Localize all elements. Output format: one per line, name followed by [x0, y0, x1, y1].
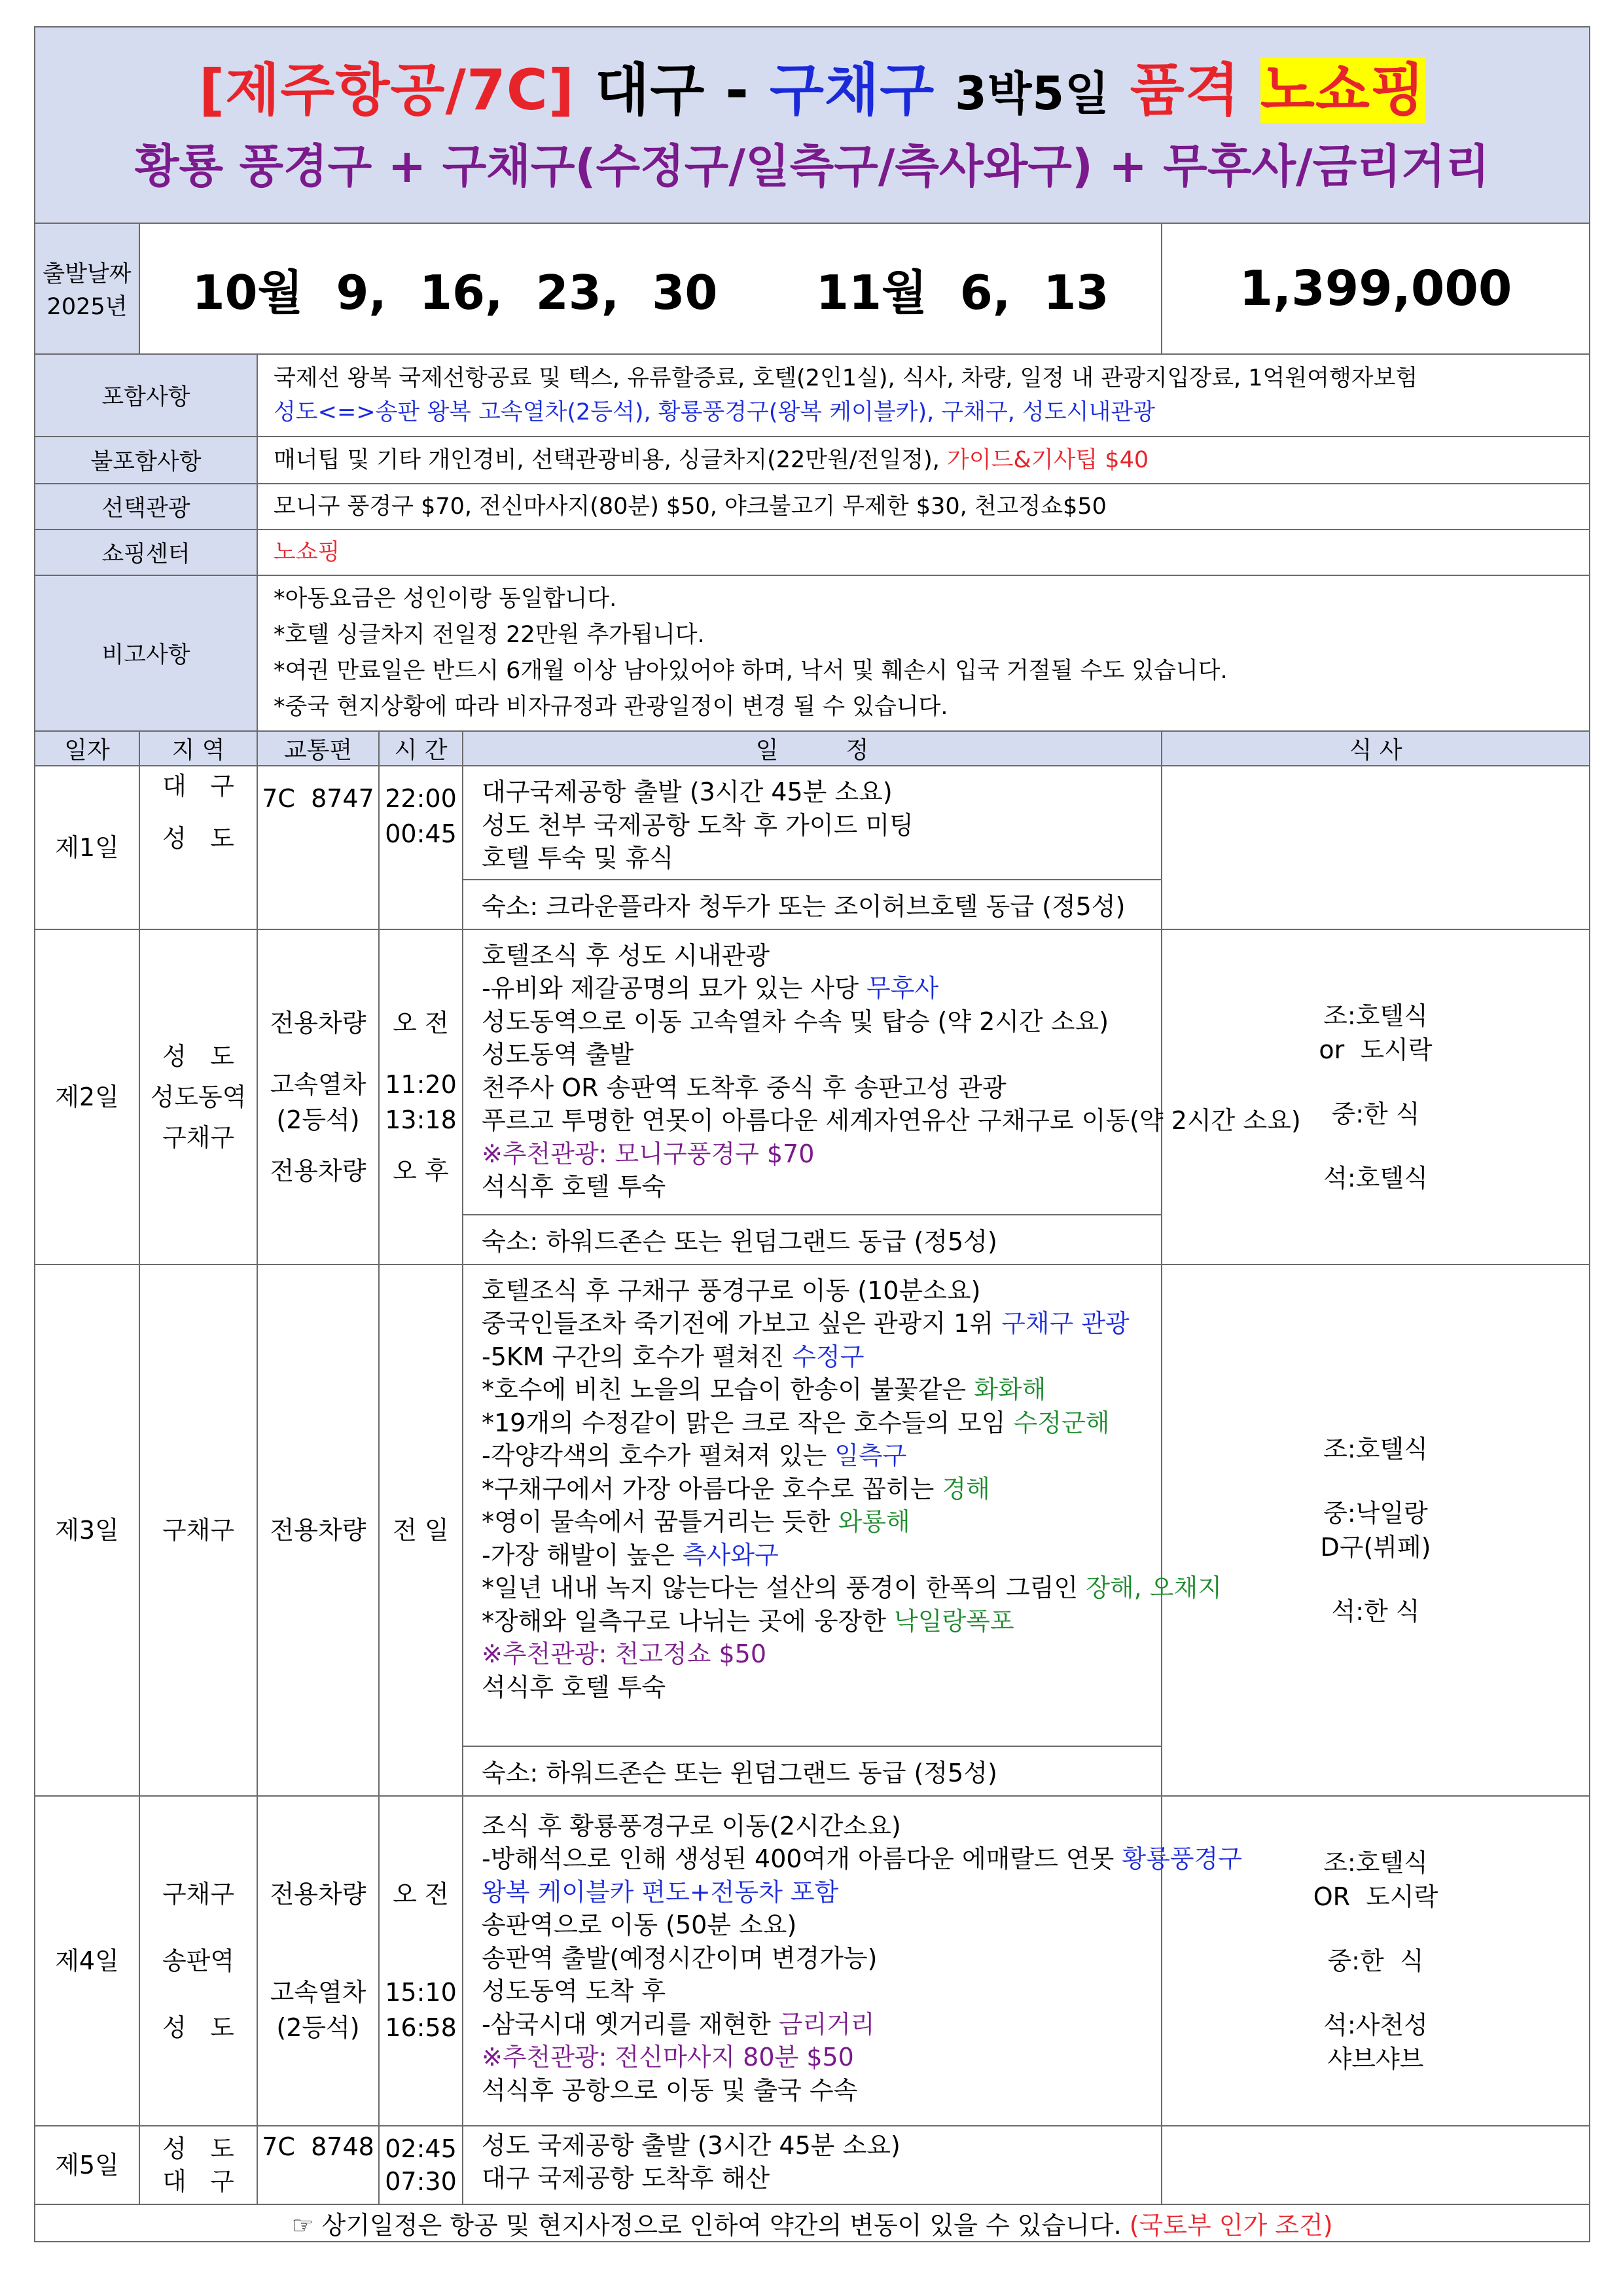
itinerary-table: [34, 26, 1590, 2242]
day2-schedule: 호텔조식 후 성도 시내관광 -유비와 제갈공명의 묘가 있는 사당 무후사 성도동역으로 이동 고속열차 수속 및 탑승 (약 2시간 소요) 성도동역 출발 천주사 OR 송판역 도착후 중식 후 송판고성 관광 푸르고 투명한 연못이 아름다운 세계자연유산 구채구로 이동(약 2시간 소요) ※추천관광: 모니구풍경구 $70 석식후 호텔 투숙: [463, 929, 1162, 1215]
day3-transport: 전용차량: [257, 1265, 379, 1796]
title-grade: 품격: [1130, 57, 1240, 123]
day4-time: 오 전 15:10 16:58: [379, 1796, 463, 2126]
day2-time: 오 전 11:20 13:18 오 후: [379, 929, 463, 1265]
day2-region: 성 도 성도동역 구채구: [139, 929, 257, 1265]
col-time: 시 간: [379, 731, 463, 766]
title-block: [35, 27, 1590, 223]
day4-label: 제4일: [35, 1796, 139, 2126]
col-region: 지 역: [139, 731, 257, 766]
optional-tour-label: 선택관광: [35, 484, 257, 529]
day5-time: 02:45 07:30: [379, 2126, 463, 2204]
included-label: 포함사항: [35, 354, 257, 437]
day5-meal: [1162, 2126, 1590, 2204]
price: 1,399,000: [1162, 223, 1590, 354]
remark-item: *호텔 싱글차지 전일정 22만원 추가됩니다.: [274, 622, 705, 648]
day5-transport: 7C 8748: [257, 2126, 379, 2204]
day4-transport: 전용차량 고속열차 (2등석): [257, 1796, 379, 2126]
optional-tour-text: 모니구 풍경구 $70, 전신마사지(80분) $50, 야크불고기 무제한 $30, 천고정쇼$50: [257, 484, 1590, 529]
day3-meal: 조:호텔식 중:낙일랑 D구(뷔페) 석:한 식: [1162, 1265, 1590, 1796]
day4-schedule: 조식 후 황룡풍경구로 이동(2시간소요) -방해석으로 인해 생성된 400여개 아름다운 에매랄드 연못 황룡풍경구 왕복 케이블카 편도+전동차 포함 송판역으로 이동 (50분 소요) 송판역 출발(예정시간이며 변경가능) 성도동역 도착 후 -삼국시대 옛거리를 재현한 금리거리 ※추천관광: 전신마사지 80분 $50 석식후 공항으로 이동 및 출국 수속: [463, 1796, 1162, 2126]
col-schedule: 일 정: [463, 731, 1162, 766]
day1-row: [35, 766, 1590, 880]
day4-row: [35, 1796, 1590, 2126]
day2-lodging: 숙소: 하워드존슨 또는 윈덤그랜드 동급 (정5성): [463, 1215, 1162, 1265]
day1-lodging: 숙소: 크라운플라자 청두가 또는 조이허브호텔 동급 (정5성): [463, 880, 1162, 929]
day1-time: 22:00 00:45: [379, 766, 463, 929]
day1-transport: 7C 8747: [257, 766, 379, 929]
shopping-text: 노쇼핑: [257, 529, 1590, 575]
day3-schedule: 호텔조식 후 구채구 풍경구로 이동 (10분소요) 중국인들조차 죽기전에 가보고 싶은 관광지 1위 구채구 관광 -5KM 구간의 호수가 펼쳐진 수정구 *호수에 비친 노을의 모습이 한송이 불꽃같은 화화해 *19개의 수정같이 맑은 크로 작은 호수들의 모임 수정군해 -각양각색의 호수가 펼쳐져 있는 일측구 *구채구에서 가장 아름다운 호수로 꼽히는 경해 *영이 물속에서 꿈틀거리는 듯한 와룡해 -가장 해발이 높은 측사와구 *일년 내내 녹지 않는다는 설산의 풍경이 한폭의 그림인 장해, 오채지 *장해와 일측구로 나뉘는 곳에 웅장한 낙일랑폭포 ※추천관광: 천고정쇼 $50 석식후 호텔 투숙: [463, 1265, 1162, 1746]
day3-label: 제3일: [35, 1265, 139, 1796]
remark-item: *중국 현지상황에 따라 비자규정과 관광일정이 변경 될 수 있습니다.: [274, 694, 948, 720]
day4-meal: 조:호텔식 OR 도시락 중:한 식 석:사천성 샤브샤브: [1162, 1796, 1590, 2126]
included-text: 국제선 왕복 국제선항공료 및 텍스, 유류할증료, 호텔(2인1실), 식사, 차량, 일정 내 관광지입장료, 1억원여행자보험 성도<=>송판 왕복 고속열차(2등석), 황룡풍경구(왕복 케이블카), 구채구, 성도시내관광: [257, 354, 1590, 437]
excluded-text: 매너팁 및 기타 개인경비, 선택관광비용, 싱글차지(22만원/전일정), 가이드&기사팁 $40: [257, 437, 1590, 484]
day3-region: 구채구: [139, 1265, 257, 1796]
title-to: 구채구: [769, 57, 935, 123]
remarks-list: [257, 575, 1590, 731]
title-noshop-badge: 노쇼핑: [1260, 57, 1426, 123]
excluded-label: 불포함사항: [35, 437, 257, 484]
day5-label: 제5일: [35, 2126, 139, 2204]
departure-label: 출발날짜 2025년: [35, 223, 139, 354]
col-transport: 교통편: [257, 731, 379, 766]
day3-lodging: 숙소: 하워드존슨 또는 윈덤그랜드 동급 (정5성): [463, 1746, 1162, 1796]
day1-schedule: 대구국제공항 출발 (3시간 45분 소요) 성도 천부 국제공항 도착 후 가이드 미팅 호텔 투숙 및 휴식: [463, 766, 1162, 880]
day5-schedule: 성도 국제공항 출발 (3시간 45분 소요) 대구 국제공항 도착후 해산: [463, 2126, 1162, 2204]
day5-row: [35, 2126, 1590, 2204]
title-airline: [제주항공/7C]: [198, 57, 575, 123]
remark-item: *아동요금은 성인이랑 동일합니다.: [274, 586, 617, 612]
remark-item: *여권 만료일은 반드시 6개월 이상 남아있어야 하며, 낙서 및 훼손시 입국 거절될 수도 있습니다.: [274, 658, 1228, 684]
day4-region: 구채구 송판역 성 도: [139, 1796, 257, 2126]
itinerary-sheet: [34, 26, 1589, 2242]
day2-label: 제2일: [35, 929, 139, 1265]
departure-dates: 10월 9, 16, 23, 30 11월 6, 13: [139, 223, 1162, 354]
day5-region: 성 도 대 구: [139, 2126, 257, 2204]
day2-meal: 조:호텔식 or 도시락 중:한 식 석:호텔식: [1162, 929, 1590, 1265]
footer-note: ☞ 상기일정은 항공 및 현지사정으로 인하여 약간의 변동이 있을 수 있습니다. (국토부 인가 조건): [35, 2204, 1590, 2242]
col-day: 일자: [35, 731, 139, 766]
title-duration: 3박5일: [955, 66, 1110, 120]
day1-label: 제1일: [35, 766, 139, 929]
day2-transport: 전용차량 고속열차 (2등석) 전용차량: [257, 929, 379, 1265]
day1-region: 대 구 성 도: [139, 766, 257, 929]
day2-row: [35, 929, 1590, 1215]
col-meal: 식 사: [1162, 731, 1590, 766]
day3-time: 전 일: [379, 1265, 463, 1796]
schedule-header-row: [35, 731, 1590, 766]
pointing-hand-icon: ☞: [291, 2210, 314, 2240]
shopping-label: 쇼핑센터: [35, 529, 257, 575]
day1-meal: [1162, 766, 1590, 929]
title-from: 대구 -: [595, 57, 749, 123]
page-subtitle: 황룡 풍경구 + 구채구(수정구/일측구/측사와구) + 무후사/금리거리: [134, 139, 1490, 193]
day3-row: [35, 1265, 1590, 1746]
remarks-label: 비고사항: [35, 575, 257, 731]
page-title: [35, 37, 1589, 132]
